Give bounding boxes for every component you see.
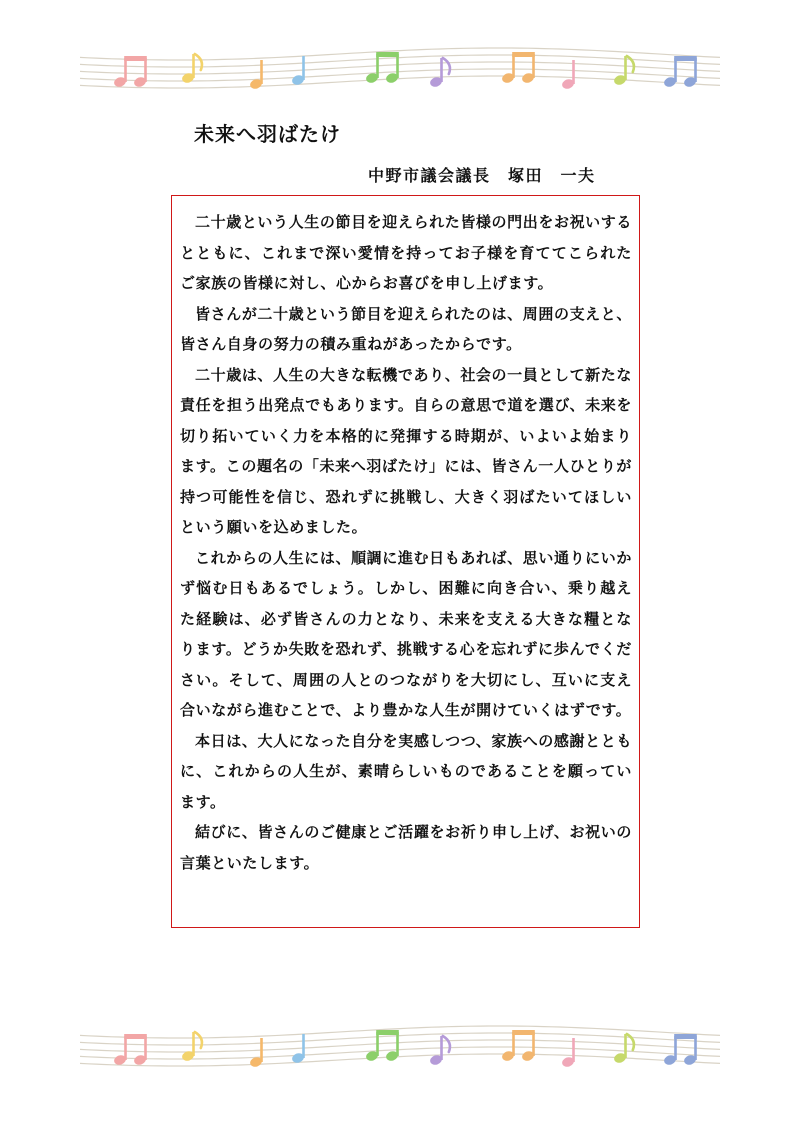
beamed-note-icon [113,1034,147,1066]
beamed-note-icon [113,56,147,88]
quarter-note-icon [561,60,575,90]
paragraph: 皆さんが二十歳という節目を迎えられたのは、周囲の支えと、皆さん自身の努力の積み重ねがあったからです。 [180,304,632,353]
paragraph: 結びに、皆さんのご健康とご活躍をお祈り申し上げ、お祝いの言葉といたします。 [180,823,632,872]
eighth-note-icon [613,1034,634,1064]
music-staff-decoration-top [80,40,720,110]
author-line: 中野市議会議長 塚田 一夫 [368,166,596,185]
quarter-note-icon [561,1038,575,1068]
beamed-note-icon [501,52,535,84]
paragraph: 本日は、大人になった自分を実感しつつ、家族への感謝とともに、これからの人生が、素晴らしいものであることを願っています。 [180,731,632,811]
paragraph: これからの人生には、順調に進む日もあれば、思い通りにいかず悩む日もあるでしょう。しかし、困難に向き合い、乗り越えた経験は、必ず皆さんの力となり、未来を支える大きな糧となります。どうか失敗を恐れず、挑戦する心を忘れずに歩んでください。そして、周囲の人とのつながりを大切にし、互いに支え合いながら進むことで、より豊かな人生が開けていくはずです。 [180,548,632,719]
eighth-note-icon [181,1032,202,1062]
message-box [171,195,640,928]
page-title: 未来へ羽ばたけ [194,122,341,146]
eighth-note-icon [181,54,202,84]
paragraph: 二十歳は、人生の大きな転機であり、社会の一員として新たな責任を担う出発点でもあります。自らの意思で道を選び、未来を切り拓いていく力を本格的に発揮する時期が、いよいよ始まります。この題名の「未来へ羽ばたけ」には、皆さん一人ひとりが持つ可能性を信じ、恐れずに挑戦し、大きく羽ばたいてほしいという願いを込めました。 [180,365,632,536]
music-staff-decoration-bottom [80,1018,720,1088]
beamed-note-icon [501,1030,535,1062]
music-staff-svg [80,40,720,110]
paragraph: 二十歳という人生の節目を迎えられた皆様の門出をお祝いするとともに、これまで深い愛情を持ってお子様を育ててこられたご家族の皆様に対し、心からお喜びを申し上げます。 [180,213,632,292]
music-staff-svg [80,1018,720,1088]
eighth-note-icon [613,56,634,86]
